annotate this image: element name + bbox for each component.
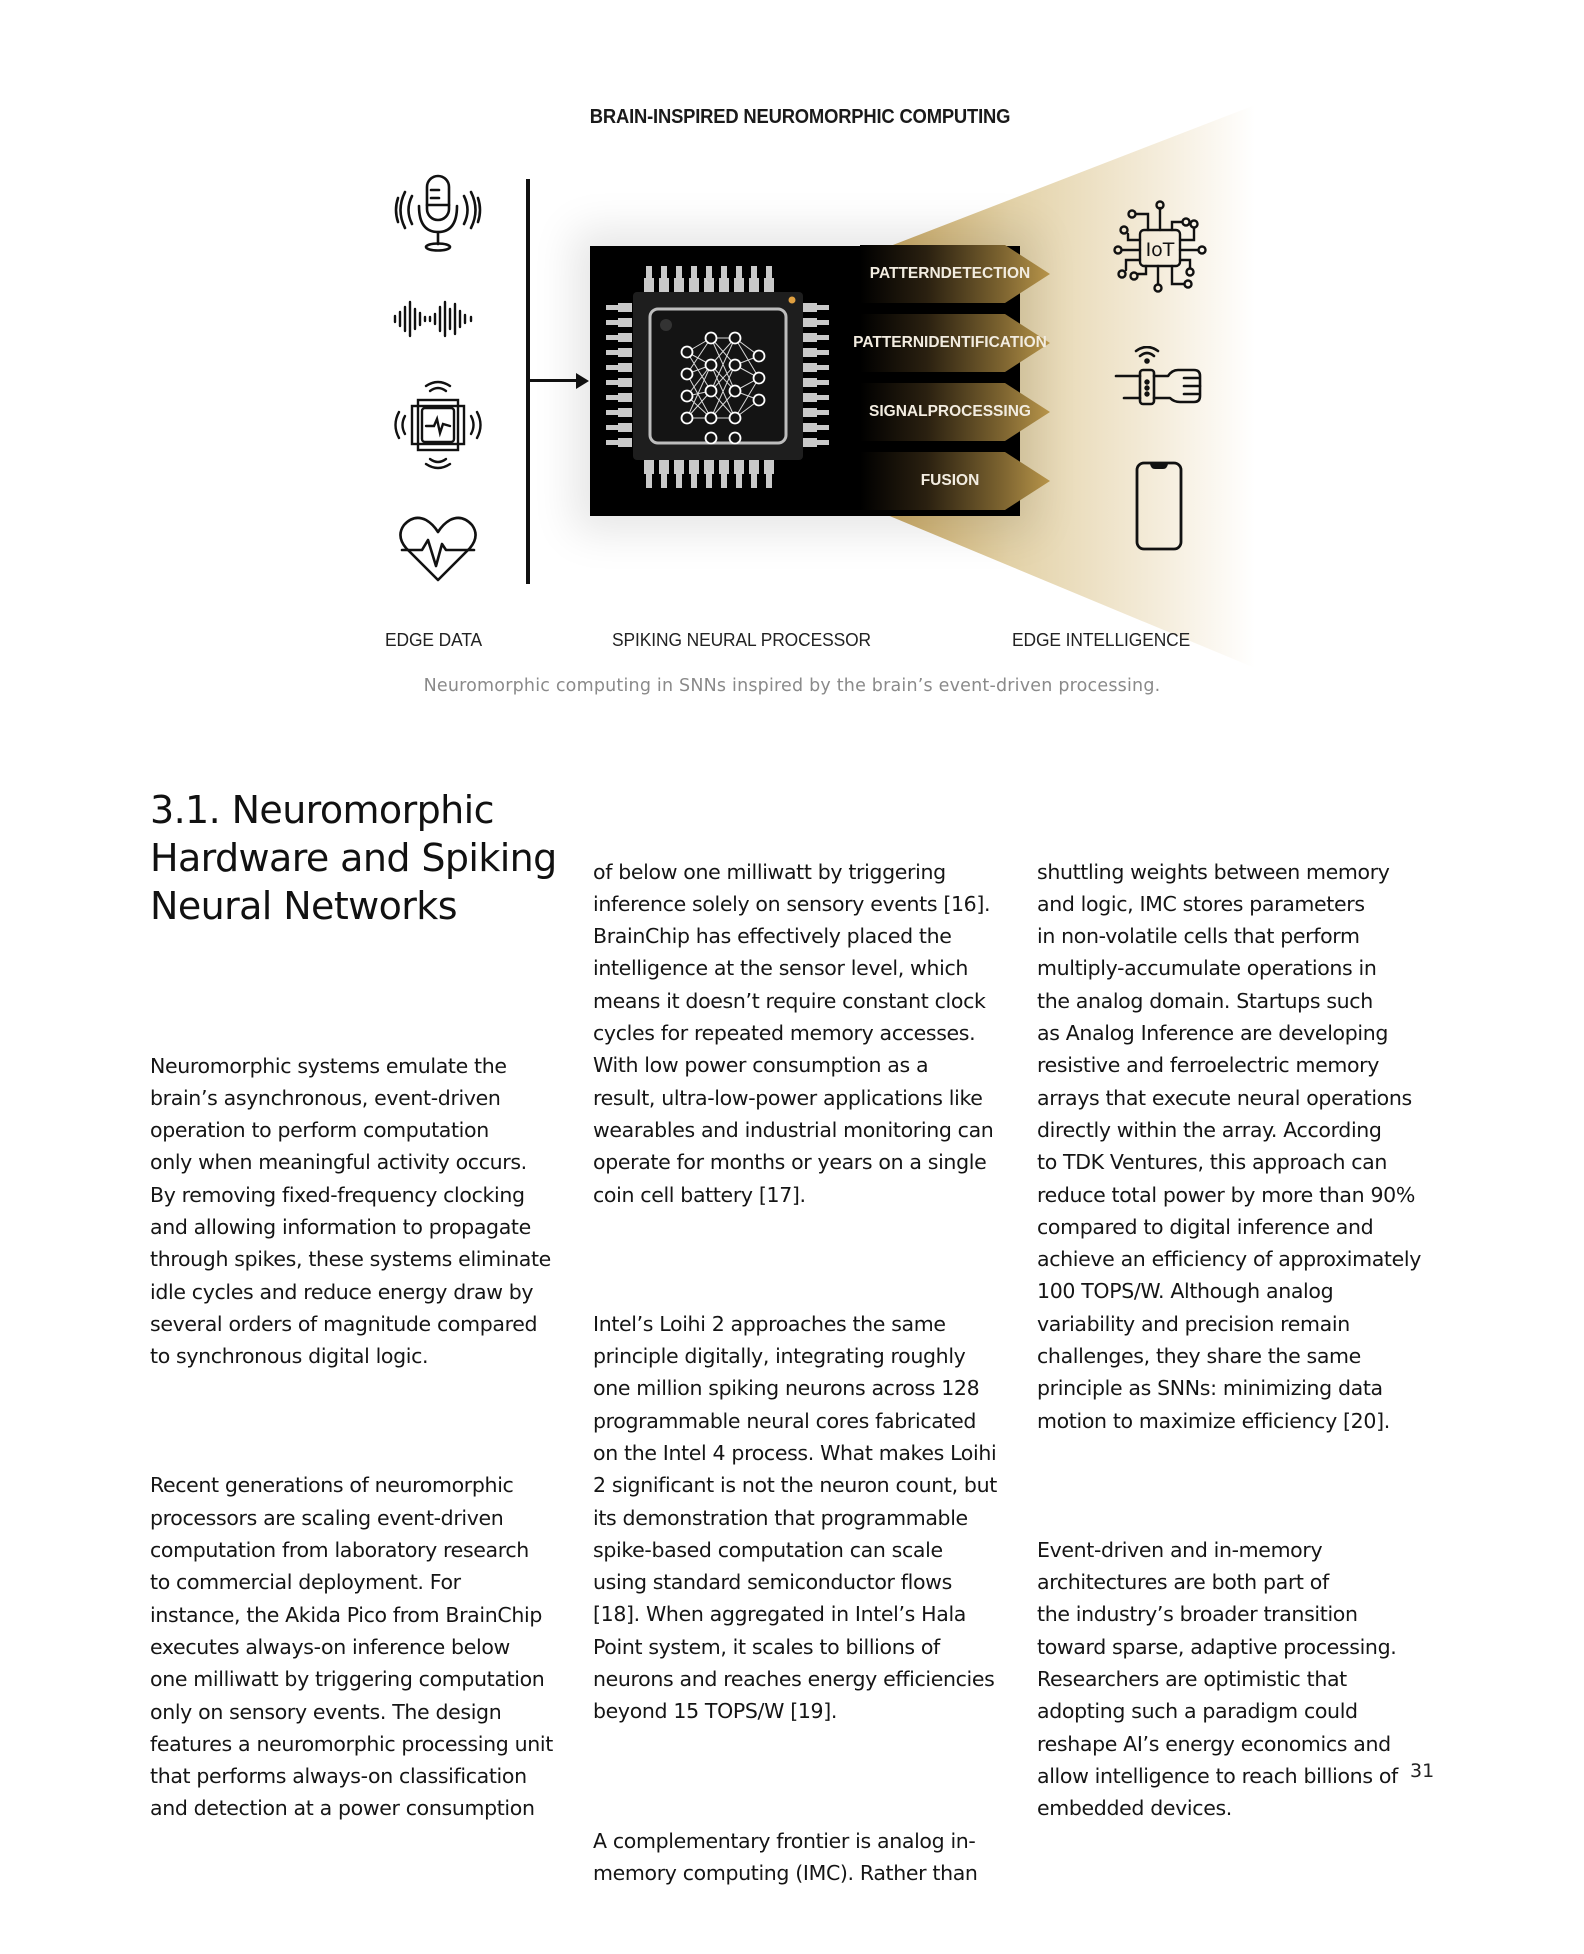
text-column-1 [150,985,553,1889]
paragraph: of below one milliwatt by triggering inference solely on sensory events [16]. BrainChip has effectively placed the intelligence at the sensor level, which means it doesn’t require constant clock cycles for repeated memory accesses. With low power consumption as a result, ultra-low-power applications like wearables and industrial monitoring can operate for months or years on a single coin cell battery [17]. [593,859,994,1207]
paragraph: A complementary frontier is analog in- memory computing (IMC). Rather than [593,1828,978,1885]
audio-waveform-icon [391,299,477,339]
paragraph: shuttling weights between memory and logic, IMC stores parameters in non-volatile cells that perform multiply-accumulate operations in the analog domain. Startups such as Analog Inference are developing resistive and ferroelectric memory arrays that execute neural operations directly within the array. According to TDK Ventures, this approach can reduce total power by more than 90% compared to digital inference and achieve an efficiency of approximately 100 TOPS/W. Although analog variability and precision remain challenges, they share the same principle as SNNs: minimizing data motion to maximize efficiency [20]. [1037,859,1421,1433]
input-arrow-head [576,373,589,389]
iot-label: IoT [1145,239,1175,261]
paragraph: Intel’s Loihi 2 approaches the same principle digitally, integrating roughly one million spiking neurons across 128 programmable neural cores fabricated on the Intel 4 process. What makes Loihi 2 significant is not the neuron count, but its demonstration that programmable spike-based computation can scale using standard semiconductor flows [18]. When aggregated in Intel’s Hala Point system, it scales to billions of neurons and reaches energy efficiencies beyond 15 TOPS/W [19]. [593,1311,997,1724]
input-arrow-shaft [528,379,578,382]
processing-step-label [860,452,1040,510]
processing-step-label-line: FUSION [920,472,980,489]
wearable-sensor-icon [392,378,484,472]
processing-step-label-line: PROCESSING [927,403,1031,420]
processing-step-label [860,383,1040,441]
figure-caption: Neuromorphic computing in SNNs inspired by the brain’s event-driven processing. [423,676,1161,696]
processing-step-label [853,314,1047,372]
edge-data-label: EDGE DATA [385,629,483,650]
processing-step-label-line: PATTERN [853,334,925,351]
text-column-3 [1037,791,1421,1889]
text-column-2 [593,791,997,1954]
paragraph: Neuromorphic systems emulate the brain’s asynchronous, event-driven operation to perform computation only when meaningful activity occurs. By removing fixed-frequency clocking and allowing information to propagate through spikes, these systems eliminate idle cycles and reduce energy draw by several orders of magnitude compared to synchronous digital logic. [150,1053,551,1369]
paragraph: Recent generations of neuromorphic processors are scaling event-driven computation from laboratory research to commercial deployment. For instance, the Akida Pico from BrainChip executes always-on inference below one milliwatt by triggering computation only on sensory events. The design features a neuromorphic processing unit that performs always-on classification and detection at a power consumption [150,1473,553,1821]
processing-step-label-line: DETECTION [940,265,1031,282]
processing-step-label-line: SIGNAL [869,403,928,420]
paragraph: Event-driven and in-memory architectures are both part of the industry’s broader transition toward sparse, adaptive processing. Researchers are optimistic that adopting such a paradigm could reshape AI’s energy economics and allow intelligence to reach billions of embedded devices. [1037,1537,1398,1821]
iot-chip-icon [1110,200,1210,296]
microphone-icon [390,172,486,256]
figure-title: BRAIN-INSPIRED NEUROMORPHIC COMPUTING [589,106,1011,128]
processing-step-arrow [860,383,1060,441]
processing-step-arrow [860,452,1060,510]
page-number: 31 [1410,1760,1435,1782]
processing-step-label-line: IDENTIFICATION [924,334,1047,351]
edge-intelligence-label: EDGE INTELLIGENCE [1012,629,1191,650]
section-heading-line: Hardware and Spiking [150,836,557,880]
section-heading [150,786,590,930]
processing-step-arrow [860,245,1060,303]
smartphone-icon [1134,460,1184,552]
section-heading-line: 3.1. Neuromorphic [150,788,494,832]
smartwatch-wrist-icon [1112,346,1206,412]
processing-step-arrow [853,314,1060,372]
spiking-neural-processor-label: SPIKING NEURAL PROCESSOR [612,629,871,650]
section-heading-line: Neural Networks [150,884,457,928]
processing-step-label-line: PATTERN [869,265,941,282]
heartbeat-icon [398,514,478,584]
chip-orientation-dot [789,297,796,304]
processor-chip-icon [600,258,850,502]
processing-step-label [860,245,1040,303]
